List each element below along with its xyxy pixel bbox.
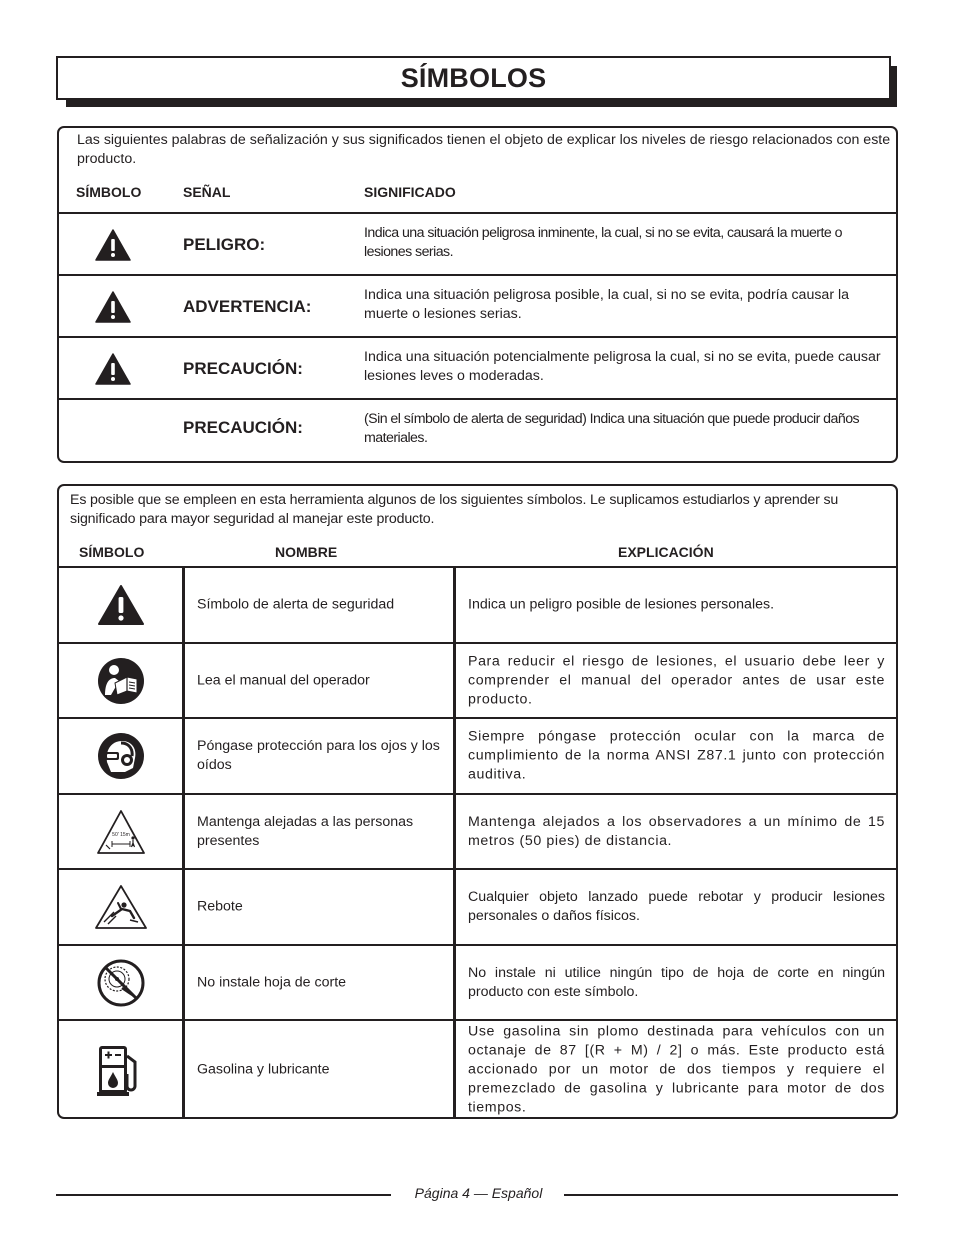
symbol-name: Gasolina y lubricante — [197, 1061, 330, 1078]
symbol-name: No instale hoja de corte — [197, 974, 347, 990]
symbol-name: Mantenga alejadas a las personas presentes — [197, 813, 414, 849]
signal-meaning: Indica una situación peligrosa inminente, la cual, si no se evita, causará la muerte o lesiones serias. — [364, 225, 842, 260]
header-meaning: SIGNIFICADO — [364, 184, 456, 200]
signal-meaning: (Sin el símbolo de alerta de seguridad) Indica una situación que puede producir daños materiales. — [364, 411, 860, 446]
symbol-row — [59, 868, 896, 944]
symbol-row — [59, 944, 896, 1019]
symbol-name: Símbolo de alerta de seguridad — [197, 596, 395, 613]
symbol-explanation: Cualquier objeto lanzado puede rebotar y producir lesiones personales o daños físicos. — [468, 889, 885, 924]
signal-label: PRECAUCIÓN: — [183, 418, 303, 437]
read-manual-icon — [97, 657, 145, 705]
signal-label: ADVERTENCIA: — [183, 297, 312, 316]
keep-bystanders-away-icon — [96, 809, 146, 855]
warning-triangle-icon — [95, 229, 131, 261]
page-title: SÍMBOLOS — [400, 62, 547, 93]
header-name: NOMBRE — [275, 544, 338, 560]
symbol-name: Lea el manual del operador — [197, 672, 370, 688]
signal-row — [59, 274, 896, 336]
symbol-name: Póngase protección para los ojos y los oídos — [197, 738, 440, 773]
symbol-row — [59, 717, 896, 793]
signal-row — [59, 398, 896, 462]
warning-triangle-icon — [95, 353, 131, 385]
no-blade-icon — [96, 958, 146, 1008]
symbol-explanation: No instale ni utilice ningún tipo de hoja de corte en ningún producto con este símbolo. — [468, 964, 885, 1000]
signal-row — [59, 212, 896, 274]
warning-triangle-icon — [95, 291, 131, 323]
symbols-intro: Es posible que se empleen en esta herramienta algunos de los siguientes símbolos. Le suplicamos estudiarlos y aprender su significado para mayor seguridad al manejar este producto. — [70, 492, 839, 527]
signal-meaning: Indica una situación potencialmente peligrosa la cual, si no se evita, puede causar lesiones leves o moderadas. — [364, 349, 881, 384]
page-footer: Página 4 — Español — [414, 1185, 543, 1201]
kickback-icon — [94, 884, 148, 930]
symbols-box — [57, 484, 898, 1119]
distance-label: 50' 15m — [111, 831, 130, 838]
signal-label: PRECAUCIÓN: — [183, 359, 303, 378]
signal-intro: Las siguientes palabras de señalización y sus significados tienen el objeto de explicar los niveles de riesgo relacionados con este producto. — [77, 132, 891, 167]
header-explanation: EXPLICACIÓN — [618, 544, 714, 560]
fuel-lubricant-icon — [93, 1042, 149, 1098]
signal-words-box — [57, 126, 898, 463]
symbol-explanation: Para reducir el riesgo de lesiones, el usuario debe leer y comprender el manual del operador antes de usar este producto. — [468, 653, 885, 707]
eye-ear-protection-icon — [97, 732, 145, 780]
signal-row — [59, 336, 896, 398]
safety-alert-icon — [97, 584, 145, 626]
header-symbol: SÍMBOLO — [76, 184, 142, 200]
symbol-row — [59, 642, 896, 717]
symbol-row — [59, 793, 896, 868]
signal-meaning: Indica una situación peligrosa posible, la cual, si no se evita, podría causar la muerte o lesiones serias. — [364, 287, 850, 322]
header-symbol: SÍMBOLO — [79, 544, 145, 560]
symbol-explanation: Mantenga alejados a los observadores a un mínimo de 15 metros (50 pies) de distancia. — [468, 813, 885, 849]
footer-rule-right — [564, 1194, 898, 1196]
symbol-row — [59, 566, 896, 642]
symbol-explanation: Indica un peligro posible de lesiones personales. — [468, 596, 775, 613]
page-title-box — [56, 56, 891, 100]
symbol-name: Rebote — [197, 898, 243, 915]
symbol-row — [59, 1019, 896, 1119]
signal-label: PELIGRO: — [183, 235, 266, 254]
symbol-explanation: Use gasolina sin plomo destinada para vehículos con un octanaje de 87 [(R + M) / 2] o más. Este producto está accionado por un motor de dos tiempos y requiere el premezclado de gasolina y lubricante para motor de dos tiempos. — [468, 1023, 885, 1116]
footer-rule-left — [56, 1194, 391, 1196]
symbol-explanation: Siempre póngase protección ocular con la marca de cumplimiento de la norma ANSI Z87.1 junto con protección auditiva. — [468, 728, 885, 783]
header-signal: SEÑAL — [183, 184, 231, 200]
